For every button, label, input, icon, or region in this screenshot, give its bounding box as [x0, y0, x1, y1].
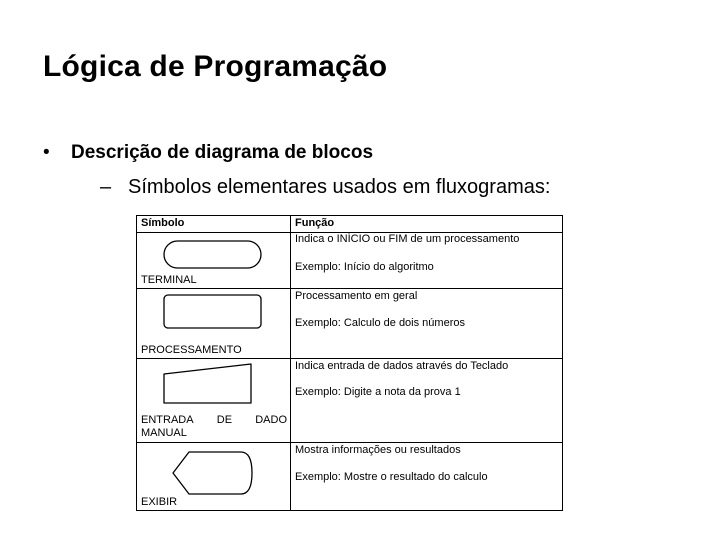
function-cell [295, 232, 558, 288]
symbol-label-line2: MANUAL [141, 427, 187, 439]
function-example: Exemplo: Digite a nota da prova 1 [295, 386, 461, 398]
function-description: Mostra informações ou resultados [295, 444, 461, 456]
symbol-label-word: DE [216, 414, 233, 426]
bullet-text: Descrição de diagrama de blocos [71, 142, 374, 163]
symbol-cell [137, 289, 290, 358]
sub-bullet-marker: – [100, 176, 112, 198]
flowchart-symbols-table [136, 215, 563, 511]
table-row [137, 232, 562, 289]
function-description: Indica o INÍCIO ou FIM de um processamento [295, 233, 520, 245]
function-example: Exemplo: Mostre o resultado do calculo [295, 471, 488, 483]
bullet-marker: • [43, 142, 50, 163]
symbol-cell [137, 359, 290, 442]
header-symbol: Símbolo [141, 217, 185, 229]
table-row [137, 289, 562, 359]
function-example: Exemplo: Calculo de dois números [295, 317, 465, 329]
function-description: Processamento em geral [295, 290, 418, 302]
slide-title: Lógica de Programação [43, 50, 388, 83]
symbol-label-line1 [141, 414, 287, 426]
symbol-label: EXIBIR [141, 496, 178, 508]
symbol-label-word: DADO [255, 414, 287, 426]
symbol-label: TERMINAL [141, 274, 197, 286]
symbol-label-word: ENTRADA [141, 414, 194, 426]
symbol-cell [137, 443, 290, 510]
function-cell [295, 359, 558, 442]
function-cell [295, 289, 558, 358]
sub-bullet-item [100, 176, 550, 199]
table-header [137, 216, 562, 233]
sub-bullet-text: Símbolos elementares usados em fluxogramas: [128, 176, 551, 198]
function-example: Exemplo: Início do algoritmo [295, 261, 434, 273]
symbol-label: PROCESSAMENTO [141, 344, 242, 356]
table-row [137, 359, 562, 443]
table-row [137, 443, 562, 510]
bullet-item [43, 142, 373, 164]
symbol-cell [137, 232, 290, 288]
header-function: Função [295, 217, 335, 229]
function-cell [295, 443, 558, 510]
function-description: Indica entrada de dados através do Teclado [295, 360, 509, 372]
